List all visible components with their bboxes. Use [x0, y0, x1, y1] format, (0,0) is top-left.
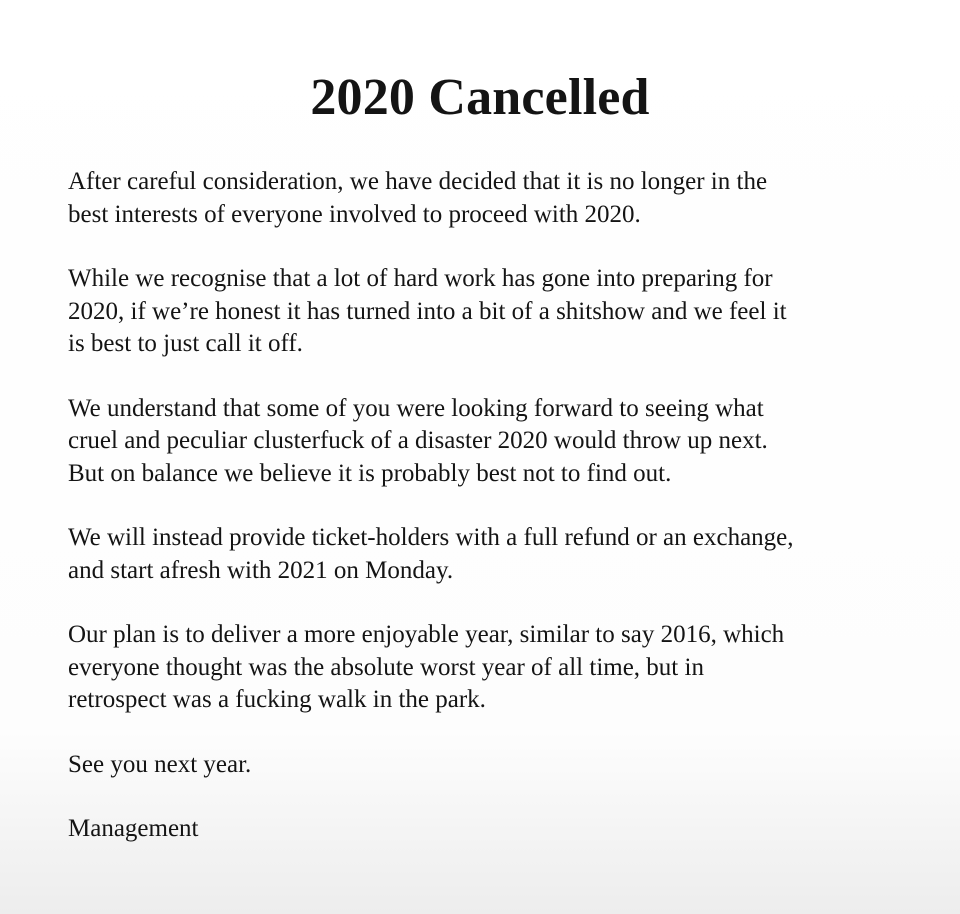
paragraph-5: Our plan is to deliver a more enjoyable year, similar to say 2016, which everyone thought was the absolute worst year of all time, but in retrospect was a fucking walk in the park.: [68, 621, 785, 713]
signature: Management: [68, 815, 199, 842]
paragraph-4: We will instead provide ticket-holders with a full refund or an exchange, and start afresh with 2021 on Monday.: [68, 524, 794, 584]
paragraph-1: After careful consideration, we have decided that it is no longer in the best interests of everyone involved to proceed with 2020.: [68, 168, 768, 228]
letter-body: [68, 166, 898, 878]
letter-title: 2020 Cancelled: [310, 69, 650, 126]
paragraph-3: We understand that some of you were looking forward to seeing what cruel and peculiar clusterfuck of a disaster 2020 would throw up next. But on balance we believe it is probably best not to find out.: [68, 394, 768, 487]
paragraph-2: While we recognise that a lot of hard work has gone into preparing for 2020, if we’re honest it has turned into a bit of a shitshow and we feel it is best to just call it off.: [68, 265, 787, 357]
closing-line: See you next year.: [68, 750, 252, 778]
